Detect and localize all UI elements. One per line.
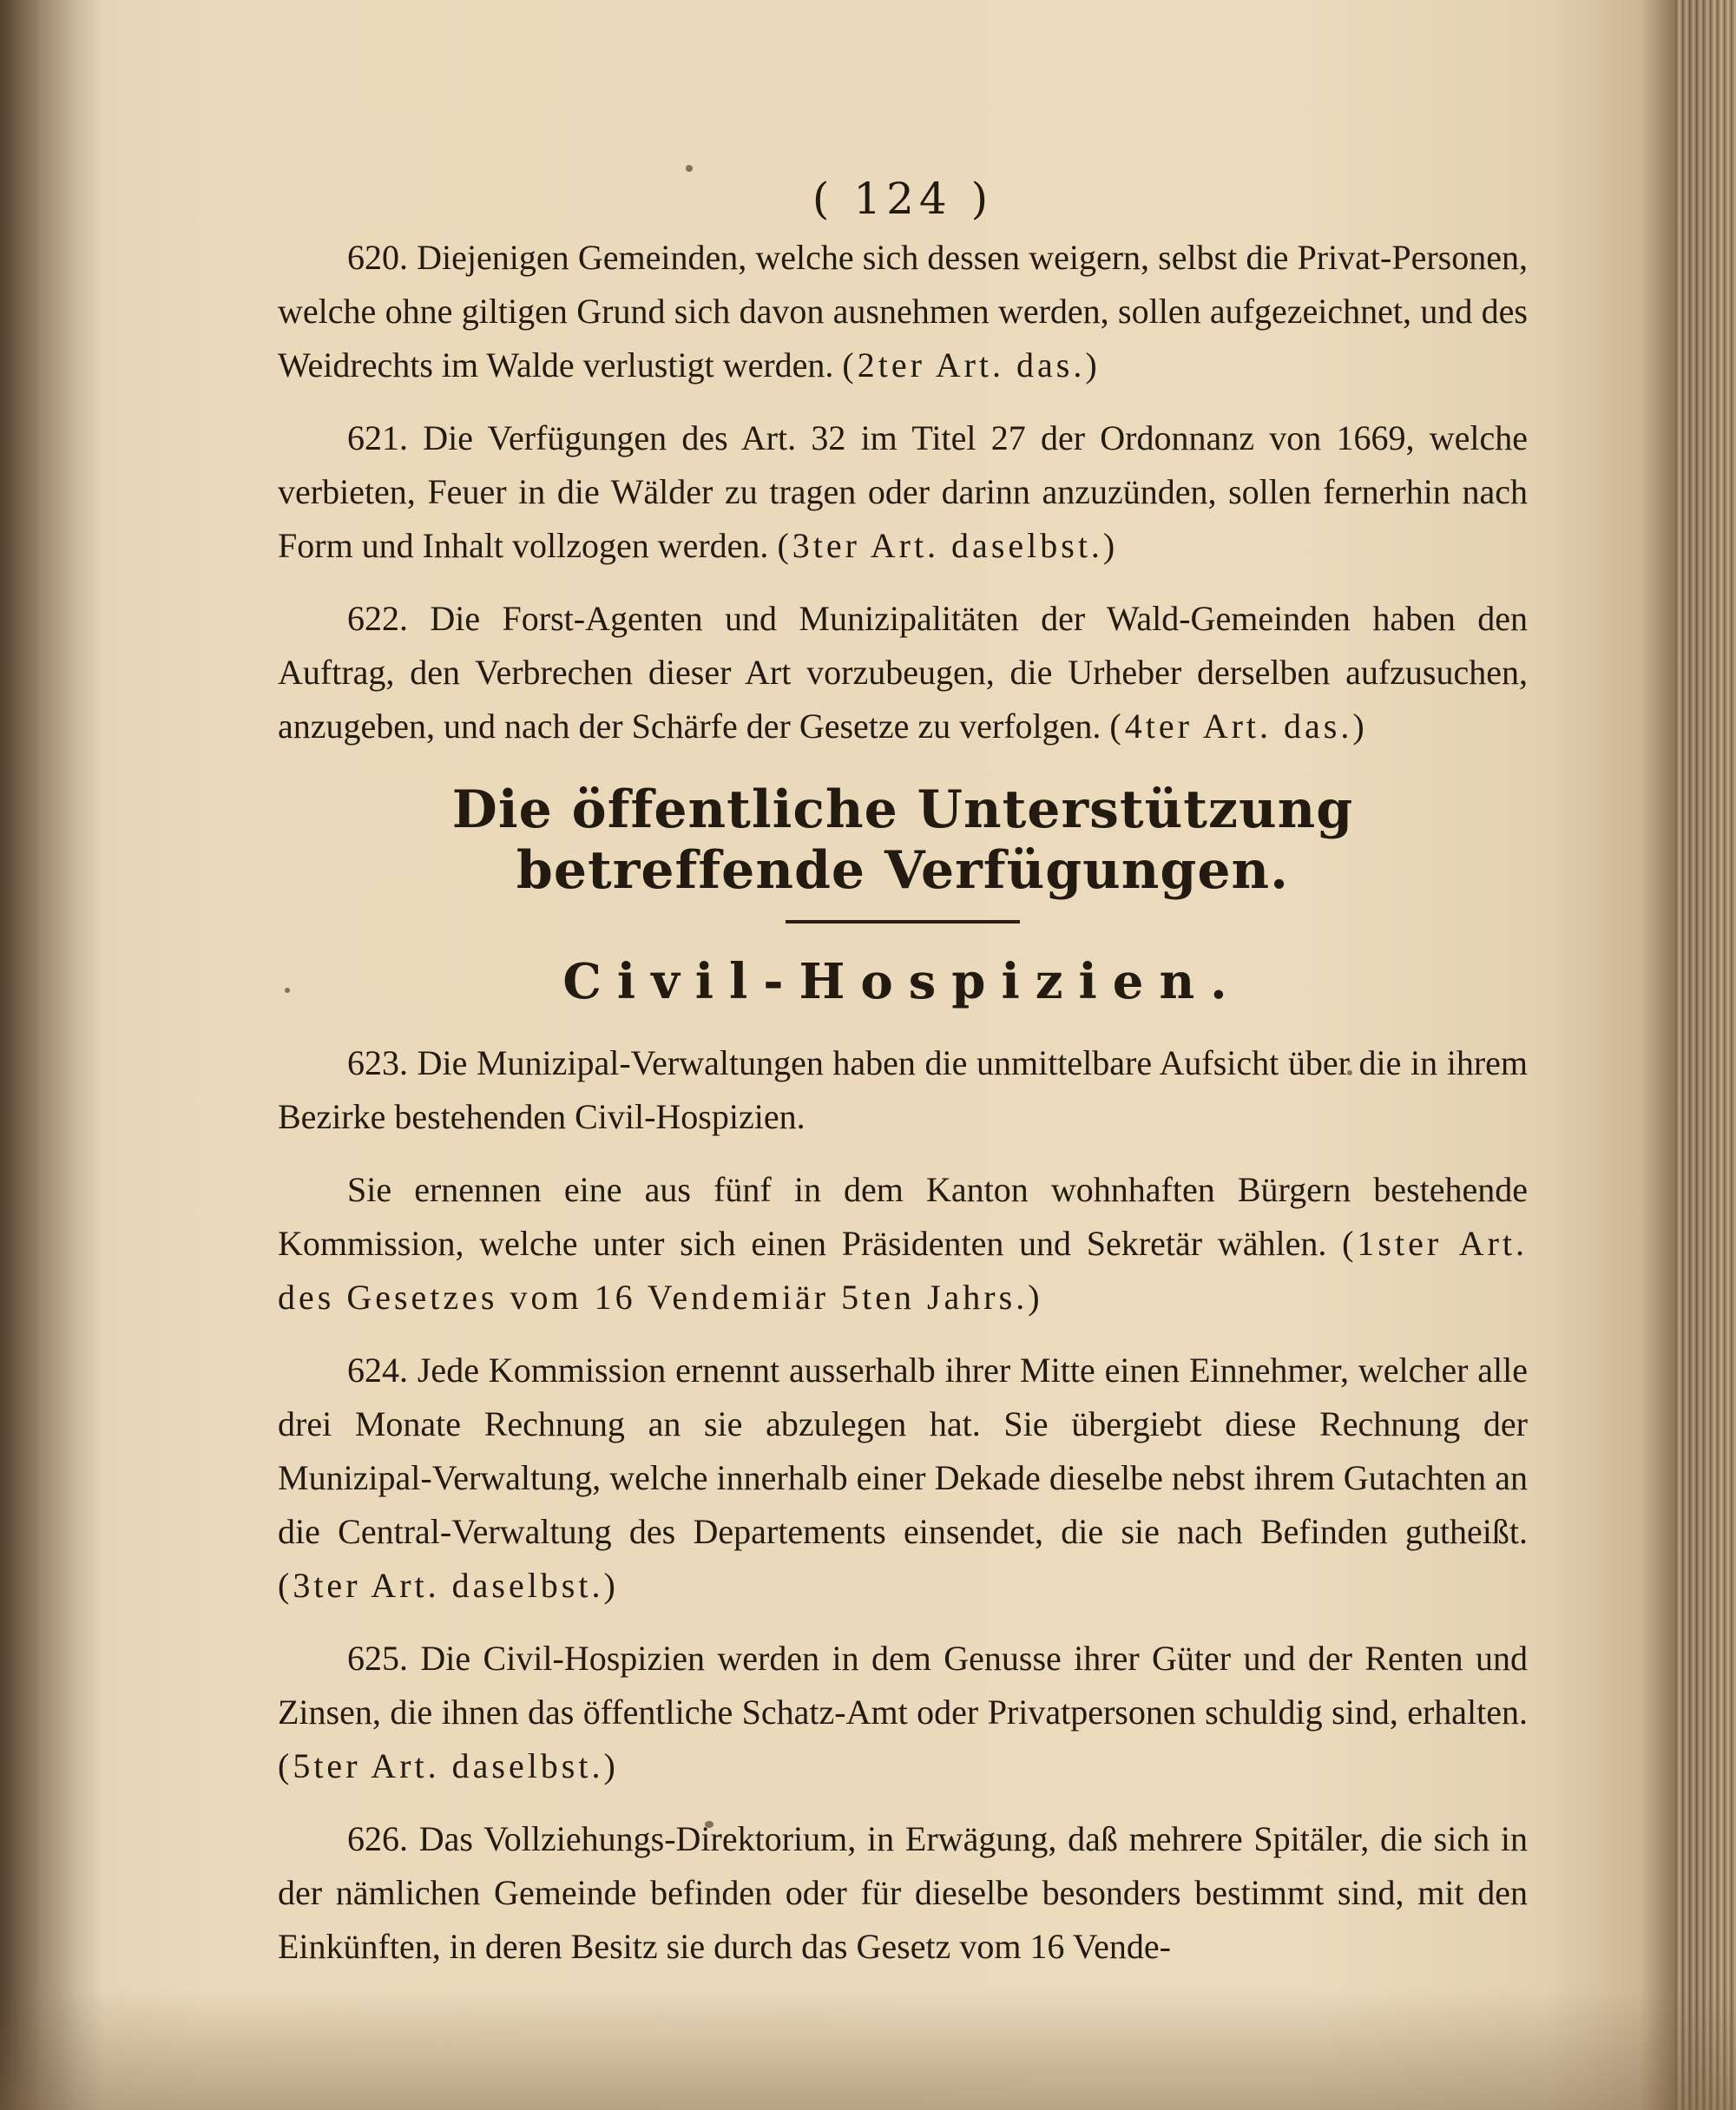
paragraph-626 <box>278 1812 1528 1974</box>
divider-rule <box>786 920 1020 924</box>
paragraph-text: 621. Die Verfügungen des Art. 32 im Titel 27 der Ordonnanz von 1669, welche verbieten, Feuer in die Wälder zu tragen oder darinn anzuzünden, sollen fernerhin nach Form und Inhalt vollzogen werden. <box>278 418 1528 565</box>
article-citation: (1ster Art. des Gesetzes vom 16 Vendemiär 5ten Jahrs.) <box>278 1224 1529 1317</box>
paragraph-text: Sie ernennen eine aus fünf in dem Kanton wohnhaften Bürgern bestehende Kommission, welche unter sich einen Präsidenten und Sekretär wählen. <box>278 1170 1528 1263</box>
paragraph-623 <box>278 1036 1528 1144</box>
paragraph-621 <box>278 411 1528 573</box>
subsection-heading: Civil-Hospizien. <box>562 953 1243 1010</box>
paragraph-text: 626. Das Vollziehungs-Direktorium, in Erwägung, daß mehrere Spitäler, die sich in der nämlichen Gemeinde befinden oder für dieselbe besonders bestimmt sind, mit den Einkünften, in deren Besitz sie durch das Gesetz vom 16 Vende- <box>278 1819 1528 1966</box>
section-heading: Die öffentliche Unterstützung betreffende Verfügungen. <box>451 779 1354 901</box>
article-citation: (5ter Art. daselbst.) <box>278 1746 619 1785</box>
paragraph-625 <box>278 1632 1528 1793</box>
paragraph-text: 623. Die Munizipal-Verwaltungen haben die unmittelbare Aufsicht über die in ihrem Bezirke bestehenden Civil-Hospizien. <box>278 1043 1528 1136</box>
page-content <box>278 174 1528 1993</box>
article-citation: (3ter Art. daselbst.) <box>278 1566 619 1605</box>
paragraph-text: 620. Diejenigen Gemeinden, welche sich dessen weigern, selbst die Privat-Personen, welche ohne giltigen Grund sich davon ausnehmen werden, sollen aufgezeichnet, und des Weidrechts im Walde verlustigt werden. <box>278 238 1528 385</box>
article-citation: (3ter Art. daselbst.) <box>777 526 1119 565</box>
paragraph-text: 624. Jede Kommission ernennt ausserhalb ihrer Mitte einen Einnehmer, welcher alle drei Monate Rechnung an sie abzulegen hat. Sie übergiebt diese Rechnung der Munizipal-Verwaltung, welche innerhalb einer Dekade dieselbe nebst ihrem Gutachten an die Central-Verwaltung des Departements einsendet, die sie nach Befinden gutheißt. <box>278 1351 1528 1551</box>
paragraph-623-continued <box>278 1163 1528 1325</box>
bottom-shade <box>0 1988 1736 2110</box>
page-edge <box>1675 0 1736 2110</box>
spine-shadow <box>0 0 104 2110</box>
paragraph-text: 622. Die Forst-Agenten und Munizipalitäten der Wald-Gemeinden haben den Auftrag, den Verbrechen dieser Art vorzubeugen, die Urheber derselben aufzusuchen, anzugeben, und nach der Schärfe der Gesetze zu verfolgen. <box>278 599 1528 746</box>
paragraph-624 <box>278 1344 1528 1613</box>
article-citation: (4ter Art. das.) <box>1109 707 1368 746</box>
ink-speck <box>686 165 693 172</box>
article-citation: (2ter Art. das.) <box>842 345 1101 385</box>
paragraph-620 <box>278 231 1528 392</box>
paragraph-622 <box>278 592 1528 753</box>
paragraph-text: 625. Die Civil-Hospizien werden in dem Genusse ihrer Güter und der Renten und Zinsen, die ihnen das öffentliche Schatz-Amt oder Privatpersonen schuldig sind, erhalten. <box>278 1639 1528 1732</box>
page-number: ( 124 ) <box>812 174 994 224</box>
